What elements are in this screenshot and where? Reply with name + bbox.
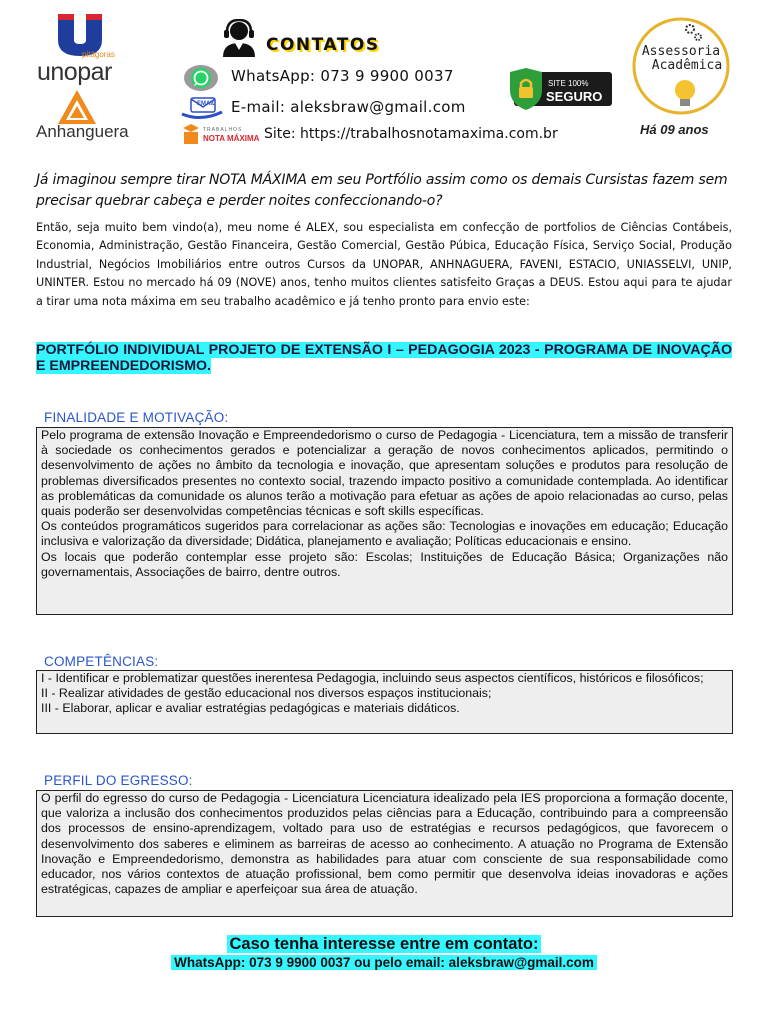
site-link[interactable]: Site: https://trabalhosnotamaxima.com.br — [264, 126, 558, 142]
badge-line1: SITE 100% — [548, 79, 589, 88]
finalidade-p2: Os conteúdos programáticos sugeridos para correlacionar as ações são: Tecnologias e inovações em educação; Educação inclusiva e valorização da diversidade; Didática, planejamento e avaliação; Políticas educacionais e ensino. — [41, 519, 728, 549]
headline: Já imaginou sempre tirar NOTA MÁXIMA em seu Portfólio assim como os demais Cursistas fazem sem precisar quebrar cabeça e perder noites confeccionando-o? — [36, 172, 728, 209]
cta-contact-text[interactable]: WhatsApp: 073 9 9900 0037 ou pelo email: aleksbraw@gmail.com — [171, 955, 597, 970]
competencias-box — [36, 670, 733, 734]
contacts-title: CONTATOS — [266, 35, 380, 55]
seal-line2: Acadêmica — [651, 58, 723, 73]
portfolio-title-text: PORTFÓLIO INDIVIDUAL PROJETO DE EXTENSÃO I – PEDAGOGIA 2023 - PROGRAMA DE INOVAÇÃO E EMPREENDEDORISMO. — [36, 342, 732, 374]
intro-paragraph: Então, seja muito bem vindo(a), meu nome é ALEX, sou especialista em confecção de portfolios de Ciências Contábeis, Economia, Administração, Gestão Financeira, Gestão Comercial, Gestão Púbica, Educação Física, Serviço Social, Produção Industrial, Negócios Imobiliários entre outros Cursos da UNOPAR, ANHNAGUERA, FAVENI, ESTACIO, UNIASSELVI, UNIP, UNINTER. Estou no mercado há 09 (NOVE) anos, tenho muitos clientes satisfeito Graças a DEUS. Estou aqui para te ajudar a tirar uma nota máxima em seu trabalho acadêmico e já tenho pronto para envio este: — [36, 221, 732, 308]
email-icon — [181, 96, 223, 120]
support-agent-icon — [221, 19, 257, 57]
portfolio-title — [36, 342, 732, 374]
site-icon-label-top: TRABALHOS — [203, 127, 243, 133]
anhanguera-logo-icon — [58, 90, 96, 124]
cta-title-text: Caso tenha interesse entre em contato: — [229, 935, 539, 953]
finalidade-p3: Os locais que poderão contemplar esse projeto são: Escolas; Instituições de Educação Básica; Organizações não governamentais, Associações de bairro, dentre outros. — [41, 549, 728, 579]
section-title-finalidade: FINALIDADE E MOTIVAÇÃO: — [44, 410, 229, 425]
cta-title — [0, 935, 768, 954]
site-icon-label: NOTA MÁXIMA — [203, 134, 259, 143]
competencia-item: III - Elaborar, aplicar e avaliar estratégias pedagógicas e materiais didáticos. — [41, 701, 460, 716]
badge-line2: SEGURO — [546, 89, 603, 104]
cta-contact-line — [0, 955, 768, 970]
email-icon-label: EMAIL — [197, 101, 216, 107]
secure-site-badge — [504, 68, 612, 110]
years-label: Há 09 anos — [640, 122, 709, 137]
perfil-box — [36, 790, 733, 917]
finalidade-p1: Pelo programa de extensão Inovação e Empreendedorismo o curso de Pedagogia - Licenciatura, tem a missão de transferir à sociedade os conhecimentos gerados e potencializar a geração de novos conhecimentos aplicados, permitindo o desenvolvimento de ações no âmbito da tecnologia e inovação, que apresentam soluções e produtos para resolução de problemas diversificados presentes no contexto social, trazendo impacto positivo a comunidade contemplada. Ao identificar as problemáticas da comunidade os alunos terão a motivação para efetuar as ações de apoio relacionadas ao curso, pelas quais poderão ser desenvolvidas competências técnicas e soft skills específicas. — [41, 428, 728, 519]
whatsapp-icon — [183, 64, 219, 92]
nota-maxima-logo — [181, 124, 259, 146]
section-title-perfil: PERFIL DO EGRESSO: — [44, 773, 193, 788]
anhanguera-logo-text: Anhanguera — [36, 122, 129, 141]
perfil-text: O perfil do egresso do curso de Pedagogia - Licenciatura Licenciatura idealizado pela IES proporciona a formação docente, que valoriza a inclusão dos conhecimentos produzidos pelas ciências para a Educação, contribuindo para a compreensão dos processos de ensino-aprendizagem, voltado para uso de estratégias e recursos pedagógicos, que favorecem o desenvolvimento dos saberes e eliminem as barreiras de acesso ao conhecimento. A atuação no Programa de Extensão Inovação e Empreendedorismo, demonstra as habilidades para atuar com consciente de sua responsabilidade como educador, nos vários contextos de atuação profissional, bem como permitir que desenvolva ideias inovadoras e ações estratégicas, capazes de ampliar e aperfeiçoar sua área de atuação. — [41, 791, 728, 897]
competencia-item: I - Identificar e problematizar questões inerentesa Pedagogia, incluindo seus aspectos científicos, históricos e filosóficos; — [41, 671, 704, 685]
unopar-logo-text: unopar — [37, 58, 112, 86]
assessoria-academica-seal — [632, 15, 730, 117]
whatsapp-contact[interactable]: WhatsApp: 073 9 9900 0037 — [231, 67, 454, 85]
section-title-competencias: COMPETÊNCIAS: — [44, 654, 159, 669]
email-contact[interactable]: E-mail: aleksbraw@gmail.com — [231, 98, 466, 116]
finalidade-box — [36, 427, 733, 615]
seal-line1: Assessoria — [641, 44, 721, 59]
competencia-item: II - Realizar atividades de gestão educacional nos diversos espaços institucionais; — [41, 686, 492, 701]
pitagoras-label: pitágoras — [82, 50, 115, 59]
